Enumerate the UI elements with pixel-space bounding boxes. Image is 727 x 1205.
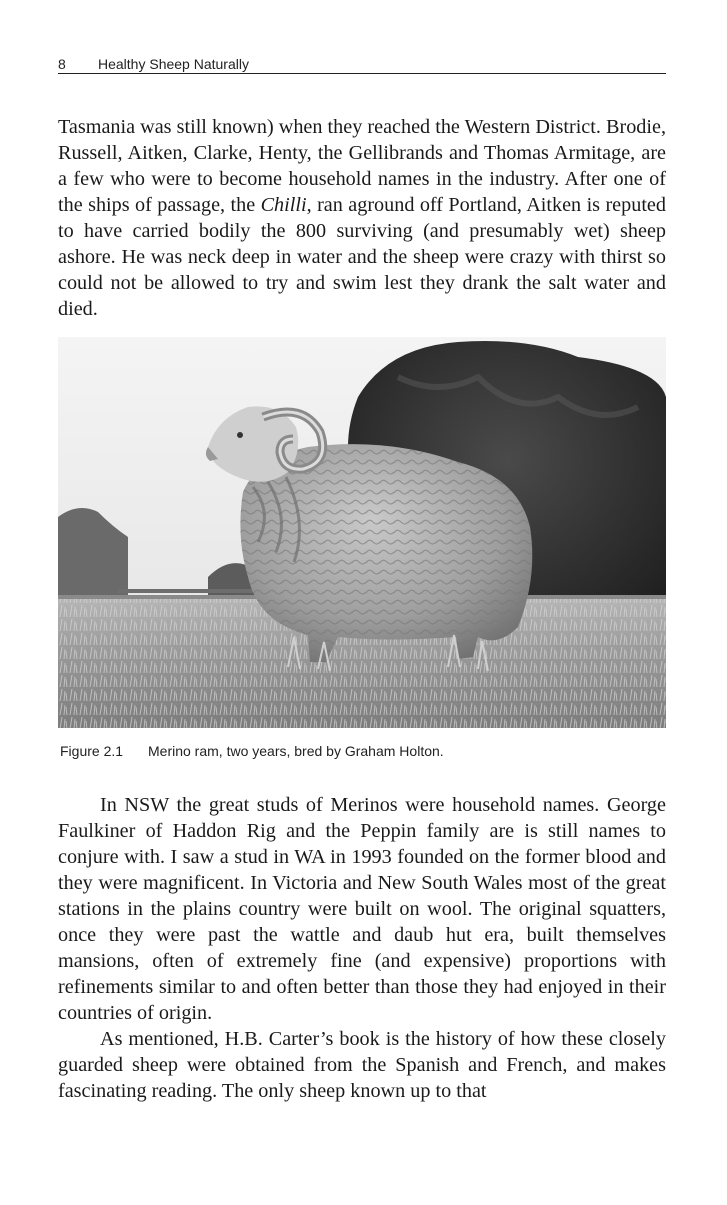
- running-head: [58, 56, 666, 74]
- page-number: 8: [58, 56, 66, 72]
- running-title: Healthy Sheep Naturally: [98, 56, 249, 72]
- body-paragraph: [58, 114, 666, 322]
- figure-caption-text: Merino ram, two years, bred by Graham Holton.: [148, 743, 444, 759]
- figure-photo: [58, 337, 666, 728]
- ship-name: Chilli: [260, 194, 307, 216]
- body-paragraph: As mentioned, H.B. Carter’s book is the history of how these closely guarded sheep were obtained from the Spanish and French, and makes fascinating reading. The only sheep known up to that: [58, 1028, 666, 1102]
- merino-ram-photo: [58, 337, 666, 728]
- figure-caption: [60, 742, 444, 760]
- paragraph-text: Tasmania was still known) when they reached the Western District. Brodie, Russell, Aitken, Clarke, Henty, the Gellibrands and Thomas Armitage, are a few who were to become household names in the industry. After one of the ships of passage, the: [58, 116, 666, 216]
- paragraph-text-continued: , ran aground off Portland, Aitken is reputed to have carried bodily the 800 surviving (and presumably wet) sheep ashore. He was neck deep in water and the sheep were crazy with thirst so could not be allowed to try and swim lest they drank the salt water and died.: [58, 194, 666, 320]
- figure-label: Figure 2.1: [60, 743, 124, 759]
- bottom-text-block: [58, 792, 666, 1104]
- top-text-block: [58, 114, 666, 322]
- body-paragraph: In NSW the great studs of Merinos were household names. George Faulkiner of Haddon Rig and the Peppin family are is still names to conjure with. I saw a stud in WA in 1993 founded on the former blood and they were magnificent. In Victoria and New South Wales most of the great stations in the plains country were built on wool. The original squatters, once they were past the wattle and daub hut era, built themselves mansions, often of extremely fine (and expensive) proportions with refinements similar to and often better than those they had enjoyed in their countries of origin.: [58, 794, 666, 1024]
